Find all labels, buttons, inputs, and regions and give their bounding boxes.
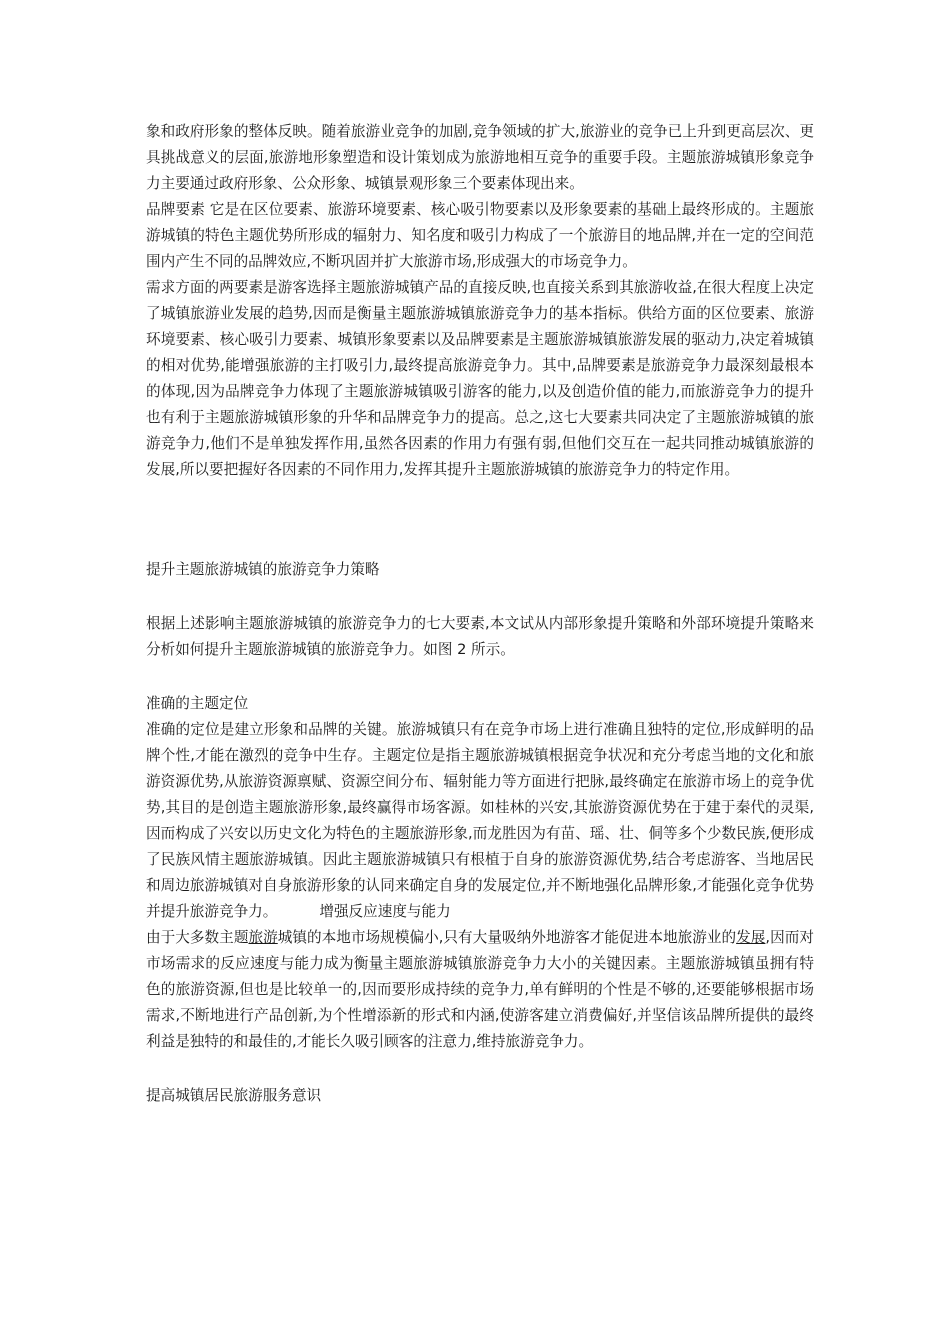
subheading-response-speed: 增强反应速度与能力	[319, 903, 451, 920]
response-text-c: ,因而对市场需求的反应速度与能力成为衡量主题旅游城镇旅游竞争力大小的关键因素。主题旅游城镇虽拥有特色的旅游资源,但也是比较单一的,因而要形成持续的竞争力,单有鲜明的个性是不够的,还要能够根据市场需求,不断地进行产品创新,为个性增添新的形式和内涵,使游客建立消费偏好,并坚信该品牌所提供的最终利益是独特的和最佳的,才能长久吸引顾客的注意力,维持旅游竞争力。	[146, 929, 814, 1050]
paragraph-brand-element: 品牌要素 它是在区位要素、旅游环境要素、核心吸引物要素以及形象要素的基础上最终形成的。主题旅游城镇的特色主题优势所形成的辐射力、知名度和吸引力构成了一个旅游目的地品牌,并在一定的空间范围内产生不同的品牌效应,不断巩固并扩大旅游市场,形成强大的市场竞争力。	[146, 201, 814, 270]
paragraph-image-elements: 象和政府形象的整体反映。随着旅游业竞争的加剧,竞争领域的扩大,旅游业的竞争已上升到更高层次、更具挑战意义的层面,旅游地形象塑造和设计策划成为旅游地相互竞争的重要手段。主题旅游城镇形象竞争力主要通过政府形象、公众形象、城镇景观形象三个要素体现出来。	[146, 123, 814, 192]
paragraph-demand-supply: 需求方面的两要素是游客选择主题旅游城镇产品的直接反映,也直接关系到其旅游收益,在很大程度上决定了城镇旅游业发展的趋势,因而是衡量主题旅游城镇旅游竞争力的基本指标。供给方面的区位要素、旅游环境要素、核心吸引力要素、城镇形象要素以及品牌要素是主题旅游城镇旅游发展的驱动力,决定着城镇的相对优势,能增强旅游的主打吸引力,最终提高旅游竞争力。其中,品牌要素是旅游竞争力最深刻最根本的体现,因为品牌竞争力体现了主题旅游城镇吸引游客的能力,以及创造价值的能力,而旅游竞争力的提升也有利于主题旅游城镇形象的升华和品牌竞争力的提高。总之,这七大要素共同决定了主题旅游城镇的旅游竞争力,他们不是单独发挥作用,虽然各因素的作用力有强有弱,但他们交互在一起共同推动城镇旅游的发展,所以要把握好各因素的不同作用力,发挥其提升主题旅游城镇的旅游竞争力的特定作用。	[146, 279, 814, 478]
section-heading-strategy: 提升主题旅游城镇的旅游竞争力策略	[146, 561, 380, 578]
paragraph-strategy-intro: 根据上述影响主题旅游城镇的旅游竞争力的七大要素,本文试从内部形象提升策略和外部环境提升策略来分析如何提升主题旅游城镇的旅游竞争力。如图 2 所示。	[146, 615, 814, 658]
link-tourism[interactable]: 旅游	[248, 929, 278, 946]
paragraph-response-speed	[146, 925, 814, 1055]
response-text-a: 由于大多数主题	[146, 929, 249, 946]
subheading-positioning: 准确的主题定位	[146, 695, 249, 712]
positioning-text: 准确的定位是建立形象和品牌的关键。旅游城镇只有在竞争市场上进行准确且独特的定位,形成鲜明的品牌个性,才能在激烈的竞争中生存。主题定位是指主题旅游城镇根据竞争状况和充分考虑当地的文化和旅游资源优势,从旅游资源禀赋、资源空间分布、辐射能力等方面进行把脉,最终确定在旅游市场上的竞争优势,其目的是创造主题旅游形象,最终赢得市场客源。如桂林的兴安,其旅游资源优势在于建于秦代的灵渠,因而构成了兴安以历史文化为特色的主题旅游形象,而龙胜因为有苗、瑶、壮、侗等多个少数民族,便形成了民族风情主题旅游城镇。因此主题旅游城镇只有根植于自身的旅游资源优势,结合考虑游客、当地居民和周边旅游城镇对自身旅游形象的认同来确定自身的发展定位,并不断地强化品牌形象,才能强化竞争优势并提升旅游竞争力。	[146, 721, 814, 920]
paragraph-positioning	[146, 717, 814, 925]
document-body	[146, 119, 814, 1109]
subheading-service-awareness: 提高城镇居民旅游服务意识	[146, 1087, 322, 1104]
response-text-b: 城镇的本地市场规模偏小,只有大量吸纳外地游客才能促进本地旅游业的	[277, 929, 737, 946]
link-development[interactable]: 发展	[736, 929, 766, 946]
